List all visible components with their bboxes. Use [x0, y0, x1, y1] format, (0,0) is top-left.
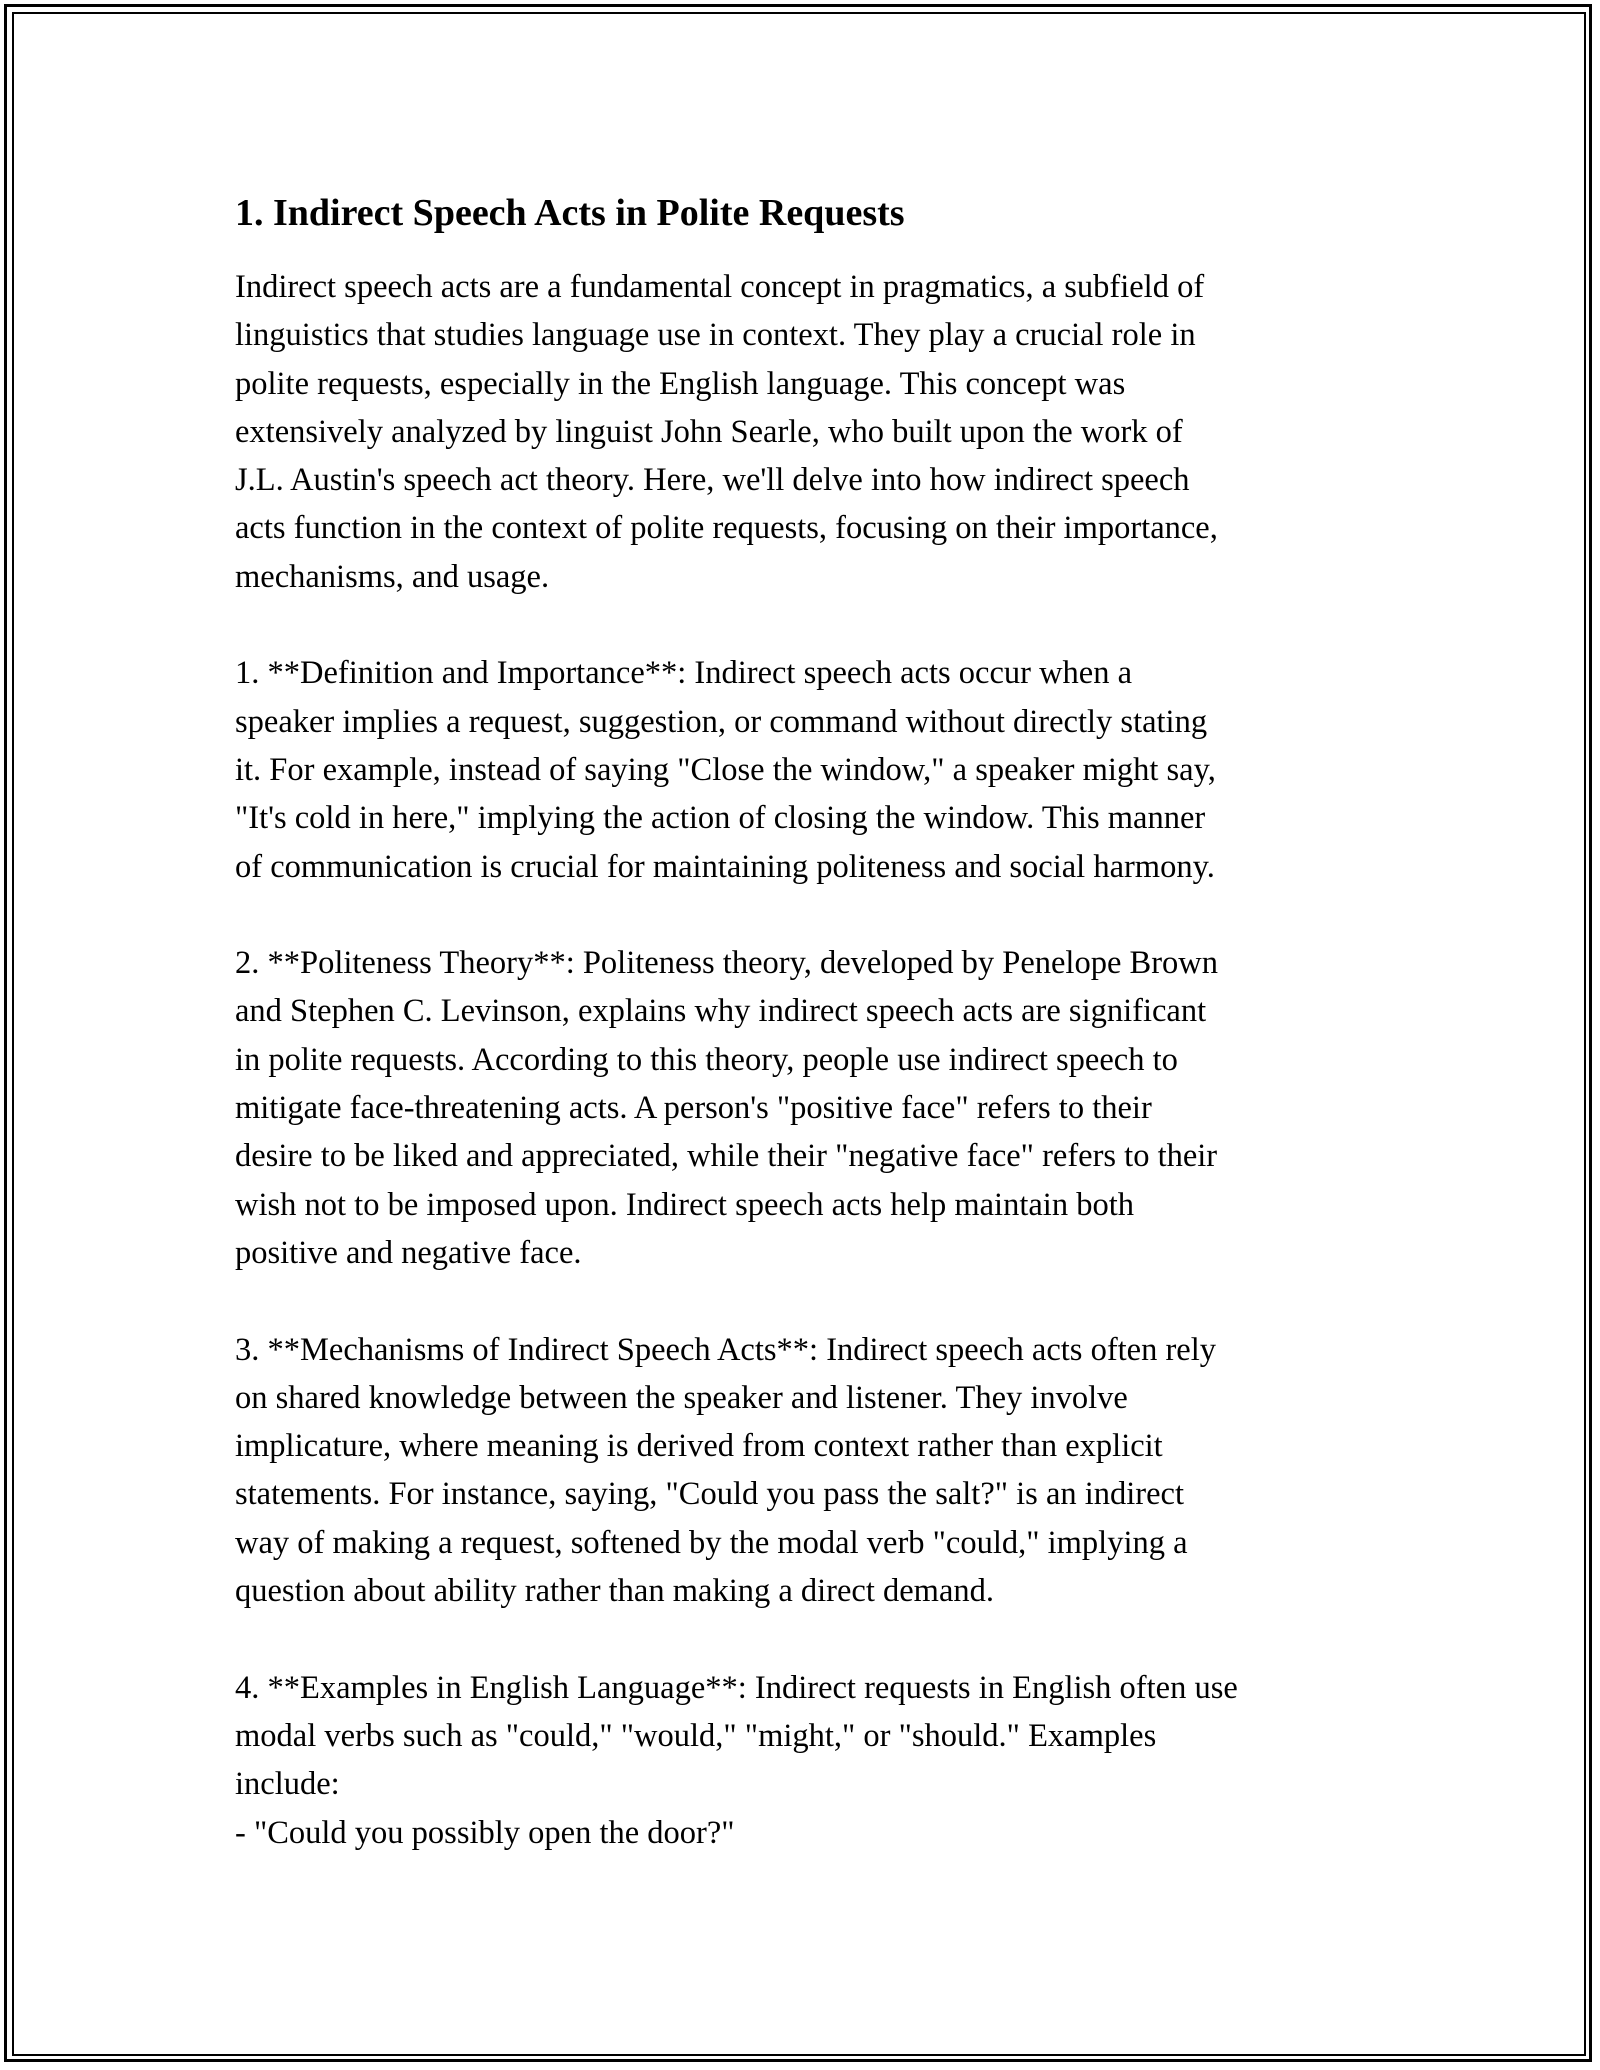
politeness-theory-paragraph: 2. **Politeness Theory**: Politeness theory, developed by Penelope Brown and Stephen C. Levinson, explains why indirect speech acts are significant in polite requests. According to this theory, people use indirect speech to mitigate face-threatening acts. A person's "positive face" refers to their desire to be liked and appreciated, while their "negative face" refers to their wish not to be imposed upon. Indirect speech acts help maintain both positive and negative face. [235, 945, 1218, 1271]
mechanisms-paragraph: 3. **Mechanisms of Indirect Speech Acts**: Indirect speech acts often rely on shared knowledge between the speaker and listener. They involve implicature, where meaning is derived from context rather than explicit statements. For instance, saying, "Could you pass the salt?" is an indirect way of making a request, softened by the modal verb "could," implying a question about ability rather than making a direct demand. [235, 1331, 1216, 1610]
examples-paragraph: 4. **Examples in English Language**: Indirect requests in English often use modal verbs such as "could," "would," "might," or "should." Examples include: - "Could you possibly open the door?" [235, 1669, 1238, 1851]
intro-paragraph: Indirect speech acts are a fundamental concept in pragmatics, a subfield of linguistics that studies language use in context. They play a crucial role in polite requests, especially in the English language. This concept was extensively analyzed by linguist John Searle, who built upon the work of J.L. Austin's speech act theory. Here, we'll delve into how indirect speech acts function in the context of polite requests, focusing on their importance, mechanisms, and usage. [235, 269, 1218, 595]
definition-paragraph: 1. **Definition and Importance**: Indirect speech acts occur when a speaker implies a request, suggestion, or command without directly stating it. For example, instead of saying "Close the window," a speaker might say, "It's cold in here," implying the action of closing the window. This manner of communication is crucial for maintaining politeness and social harmony. [235, 655, 1216, 885]
document-title: 1. Indirect Speech Acts in Polite Requests [235, 192, 905, 234]
document-body [235, 185, 1375, 1857]
